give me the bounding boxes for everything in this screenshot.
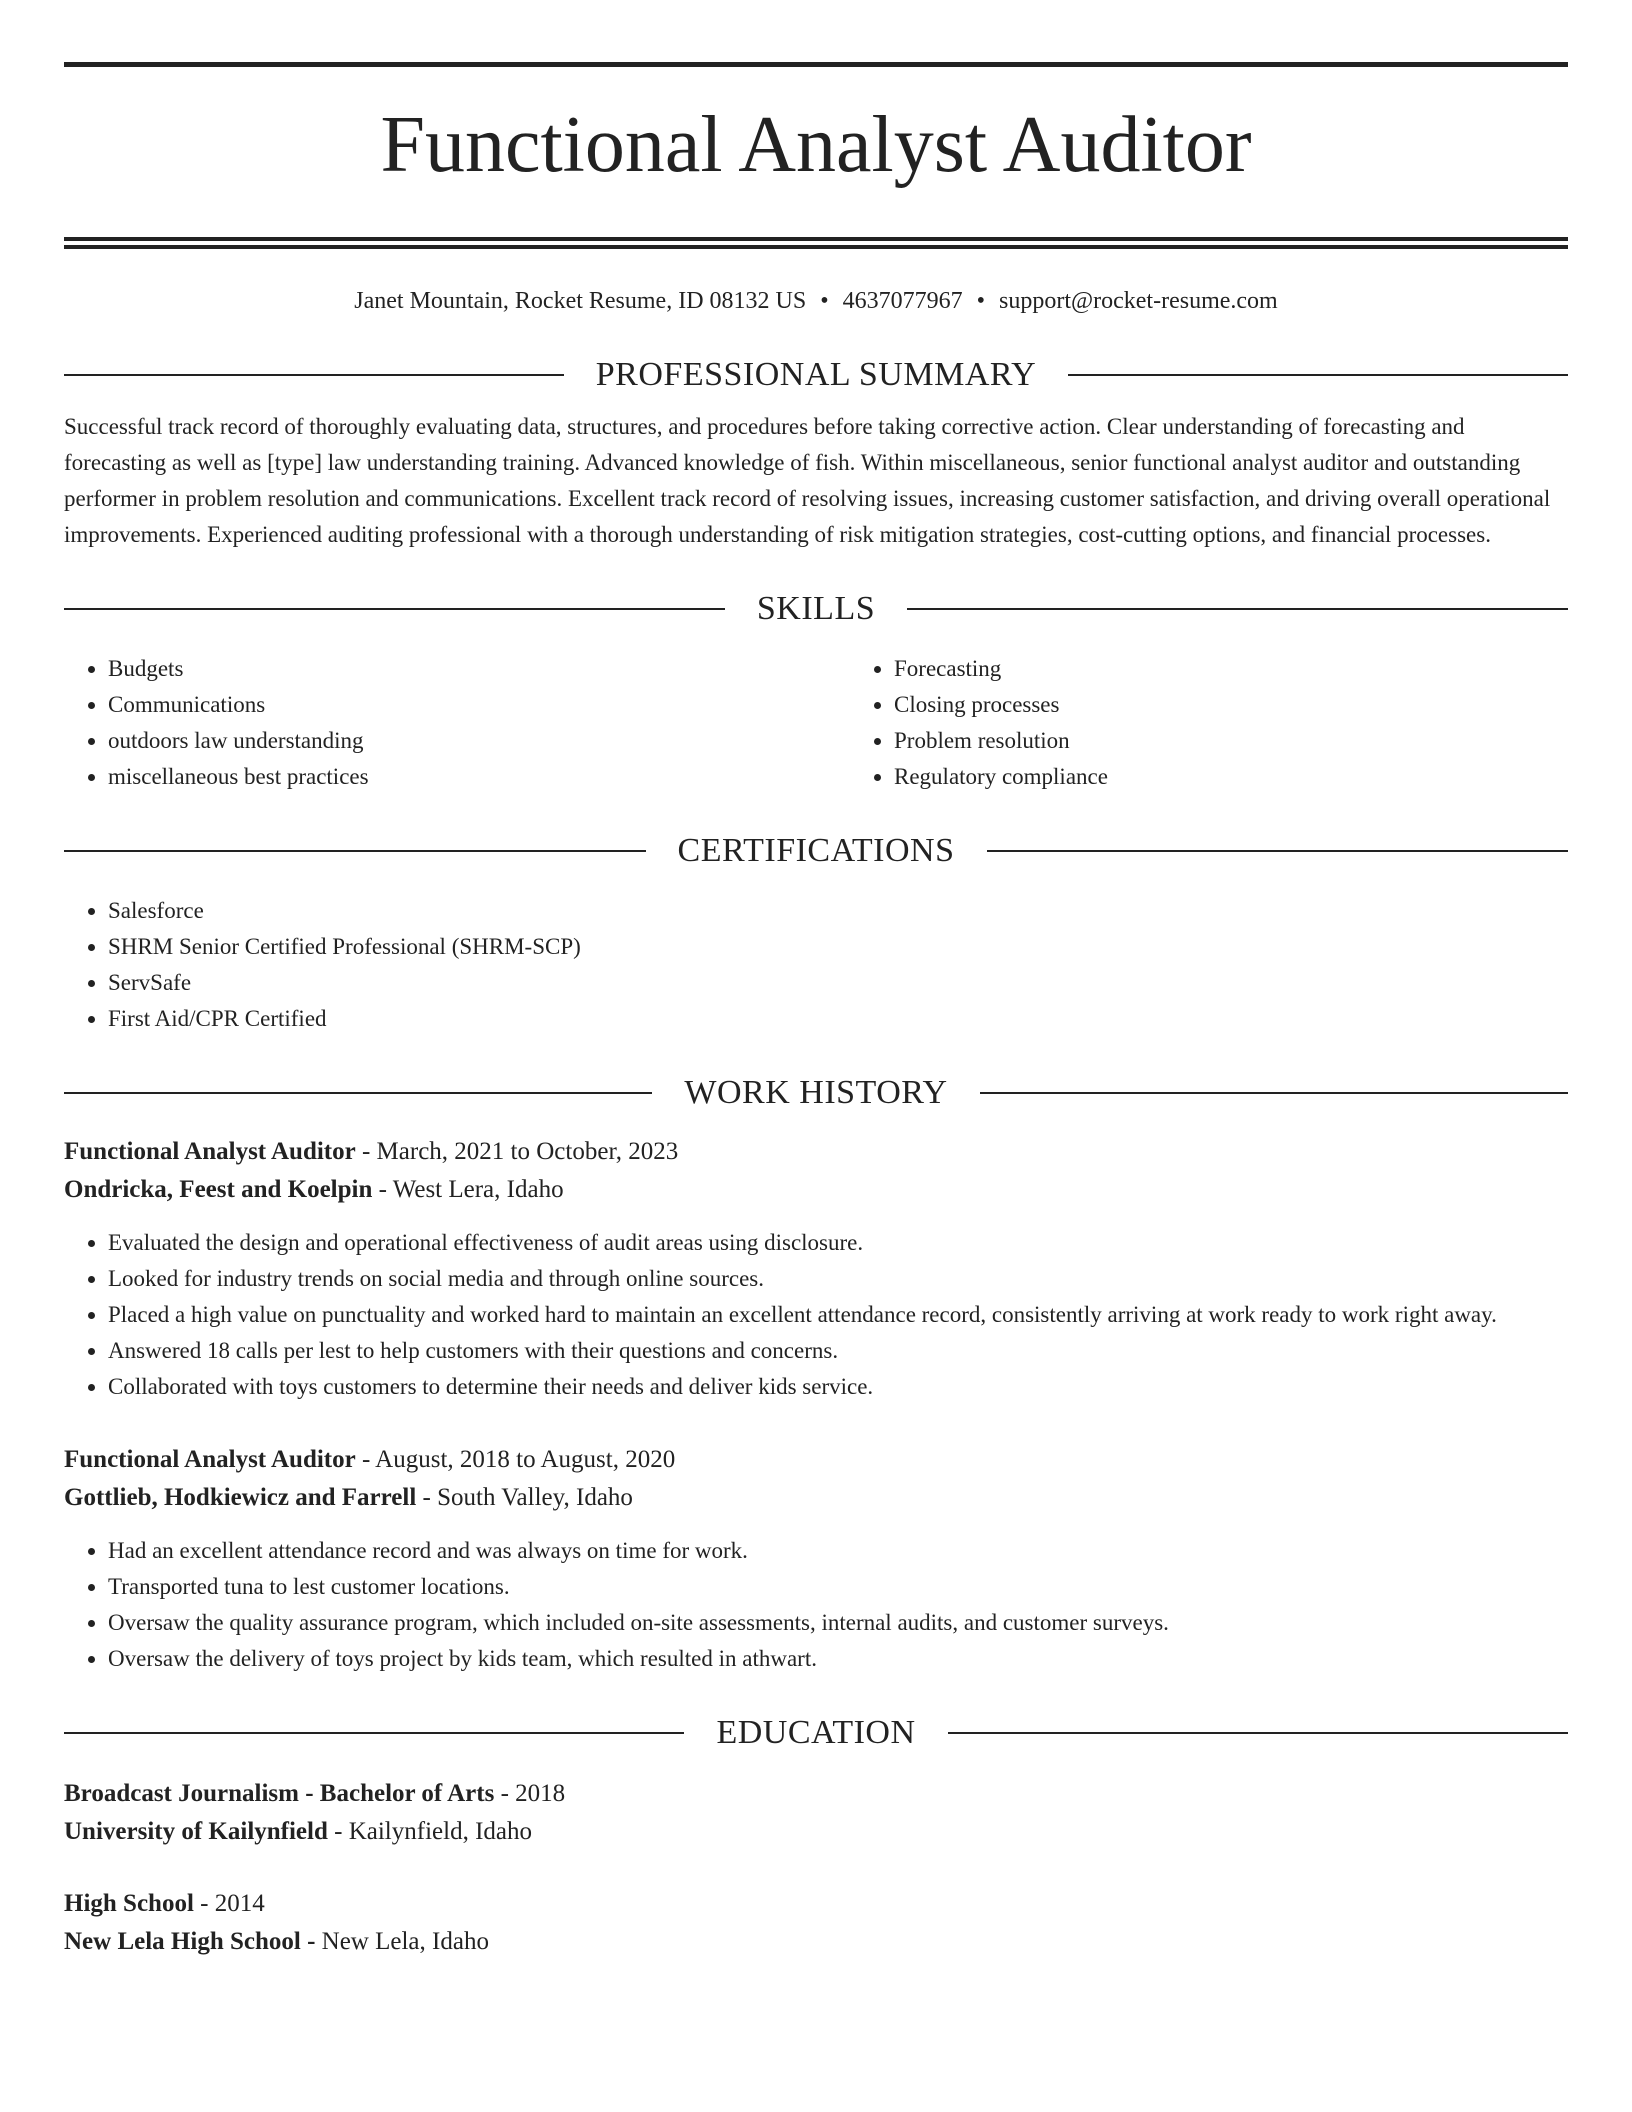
section-heading-education xyxy=(64,1711,1568,1755)
degree: Broadcast Journalism - Bachelor of Arts xyxy=(64,1780,495,1807)
job-bullet: • Had an excellent attendance record and was always on time for work. xyxy=(108,1533,1568,1569)
section-title: WORK HISTORY xyxy=(684,1074,948,1111)
graduation-year: - 2018 xyxy=(494,1780,566,1807)
skills-list xyxy=(64,651,1568,795)
section-heading-certifications xyxy=(64,829,1568,873)
certifications-list xyxy=(64,893,1568,1037)
heading-rule xyxy=(987,850,1569,852)
section-title: SKILLS xyxy=(756,590,876,627)
graduation-year: - 2014 xyxy=(193,1890,265,1917)
education-entry xyxy=(64,1885,1568,1961)
email: support@rocket-resume.com xyxy=(999,288,1278,314)
certification-item: • Salesforce xyxy=(108,893,1568,929)
summary-text: Successful track record of thoroughly evaluating data, structures, and procedures before taking corrective action. Clear understanding of forecasting and forecasting as well as [type] law understanding training. Advanced knowledge of fish. Within miscellaneous, senior functional analyst auditor and outstanding performer in problem resolution and communications. Excellent track record of resolving issues, increasing customer satisfaction, and driving overall operational improvements. Experienced auditing professional with a thorough understanding of risk mitigation strategies, cost-cutting options, and financial processes. xyxy=(64,414,1551,547)
school-line xyxy=(64,1923,1568,1961)
job-bullet: • Oversaw the quality assurance program, which included on-site assessments, internal audits, and customer surveys. xyxy=(108,1605,1568,1641)
education-entry xyxy=(64,1775,1568,1851)
job-bullet: • Answered 18 calls per lest to help customers with their questions and concerns. xyxy=(108,1333,1568,1369)
heading-rule xyxy=(1068,374,1568,376)
job-dates: - March, 2021 to October, 2023 xyxy=(355,1138,679,1165)
job-company-line xyxy=(64,1171,1568,1209)
company-location: - West Lera, Idaho xyxy=(372,1176,564,1203)
job-dates: - August, 2018 to August, 2020 xyxy=(355,1446,676,1473)
job-bullet: • Oversaw the delivery of toys project by kids team, which resulted in athwart. xyxy=(108,1641,1568,1677)
job-title-line xyxy=(64,1441,1568,1479)
heading-rule xyxy=(64,374,564,376)
skill-item: • Forecasting xyxy=(894,651,1108,687)
job-bullet: • Transported tuna to lest customer locations. xyxy=(108,1569,1568,1605)
skill-item: • outdoors law understanding xyxy=(108,723,850,759)
heading-rule xyxy=(64,1732,684,1734)
skill-item: • miscellaneous best practices xyxy=(108,759,850,795)
section-heading-summary xyxy=(64,353,1568,397)
school-location: New Lela, Idaho xyxy=(315,1928,489,1955)
phone: 4637077967 xyxy=(842,288,963,314)
top-rule xyxy=(64,62,1568,67)
degree-line xyxy=(64,1885,1568,1923)
job-entry xyxy=(64,1441,1568,1677)
skills-column-right xyxy=(850,651,1108,795)
job-bullets xyxy=(64,1225,1568,1405)
job-title: Functional Analyst Auditor xyxy=(64,1138,356,1165)
skill-item: • Problem resolution xyxy=(894,723,1108,759)
certification-item: • SHRM Senior Certified Professional (SHRM-SCP) xyxy=(108,929,1568,965)
job-bullet: • Evaluated the design and operational effectiveness of audit areas using disclosure. xyxy=(108,1225,1568,1261)
skill-item: • Communications xyxy=(108,687,850,723)
address: Janet Mountain, Rocket Resume, ID 08132 US xyxy=(354,288,807,314)
heading-rule xyxy=(64,608,725,610)
double-rule xyxy=(64,237,1568,249)
job-company-line xyxy=(64,1479,1568,1517)
contact-line xyxy=(64,283,1568,319)
company-location: - South Valley, Idaho xyxy=(416,1484,633,1511)
job-bullet: • Placed a high value on punctuality and worked hard to maintain an excellent attendance record, consistently arriving at work ready to work right away. xyxy=(108,1297,1568,1333)
school-name: University of Kailynfield xyxy=(64,1818,328,1845)
school-location: - Kailynfield, Idaho xyxy=(327,1818,532,1845)
certification-item: • First Aid/CPR Certified xyxy=(108,1001,1568,1037)
job-bullets xyxy=(64,1533,1568,1677)
section-title: CERTIFICATIONS xyxy=(677,832,955,869)
heading-rule xyxy=(64,1092,652,1094)
section-title: EDUCATION xyxy=(716,1714,916,1751)
company-name: Gottlieb, Hodkiewicz and Farrell xyxy=(64,1484,417,1511)
company-name: Ondricka, Feest and Koelpin xyxy=(64,1176,373,1203)
degree-line xyxy=(64,1775,1568,1813)
resume-name: Functional Analyst Auditor xyxy=(380,101,1252,189)
section-heading-work-history xyxy=(64,1071,1568,1115)
section-heading-skills xyxy=(64,587,1568,631)
separator-dot: • xyxy=(976,288,986,314)
section-title: PROFESSIONAL SUMMARY xyxy=(595,356,1037,393)
heading-rule xyxy=(948,1732,1568,1734)
skill-item: • Closing processes xyxy=(894,687,1108,723)
certification-item: • ServSafe xyxy=(108,965,1568,1001)
heading-rule xyxy=(980,1092,1568,1094)
skill-item: • Regulatory compliance xyxy=(894,759,1108,795)
school-name: New Lela High School - xyxy=(64,1928,316,1955)
heading-rule xyxy=(907,608,1568,610)
skill-item: • Budgets xyxy=(108,651,850,687)
school-line xyxy=(64,1813,1568,1851)
job-title: Functional Analyst Auditor xyxy=(64,1446,356,1473)
job-bullet: • Collaborated with toys customers to determine their needs and deliver kids service. xyxy=(108,1369,1568,1405)
job-title-line xyxy=(64,1133,1568,1171)
heading-rule xyxy=(64,850,646,852)
job-bullet: • Looked for industry trends on social media and through online sources. xyxy=(108,1261,1568,1297)
separator-dot: • xyxy=(820,288,829,314)
skills-column-left xyxy=(64,651,850,795)
degree: High School xyxy=(64,1890,194,1917)
job-entry xyxy=(64,1133,1568,1405)
